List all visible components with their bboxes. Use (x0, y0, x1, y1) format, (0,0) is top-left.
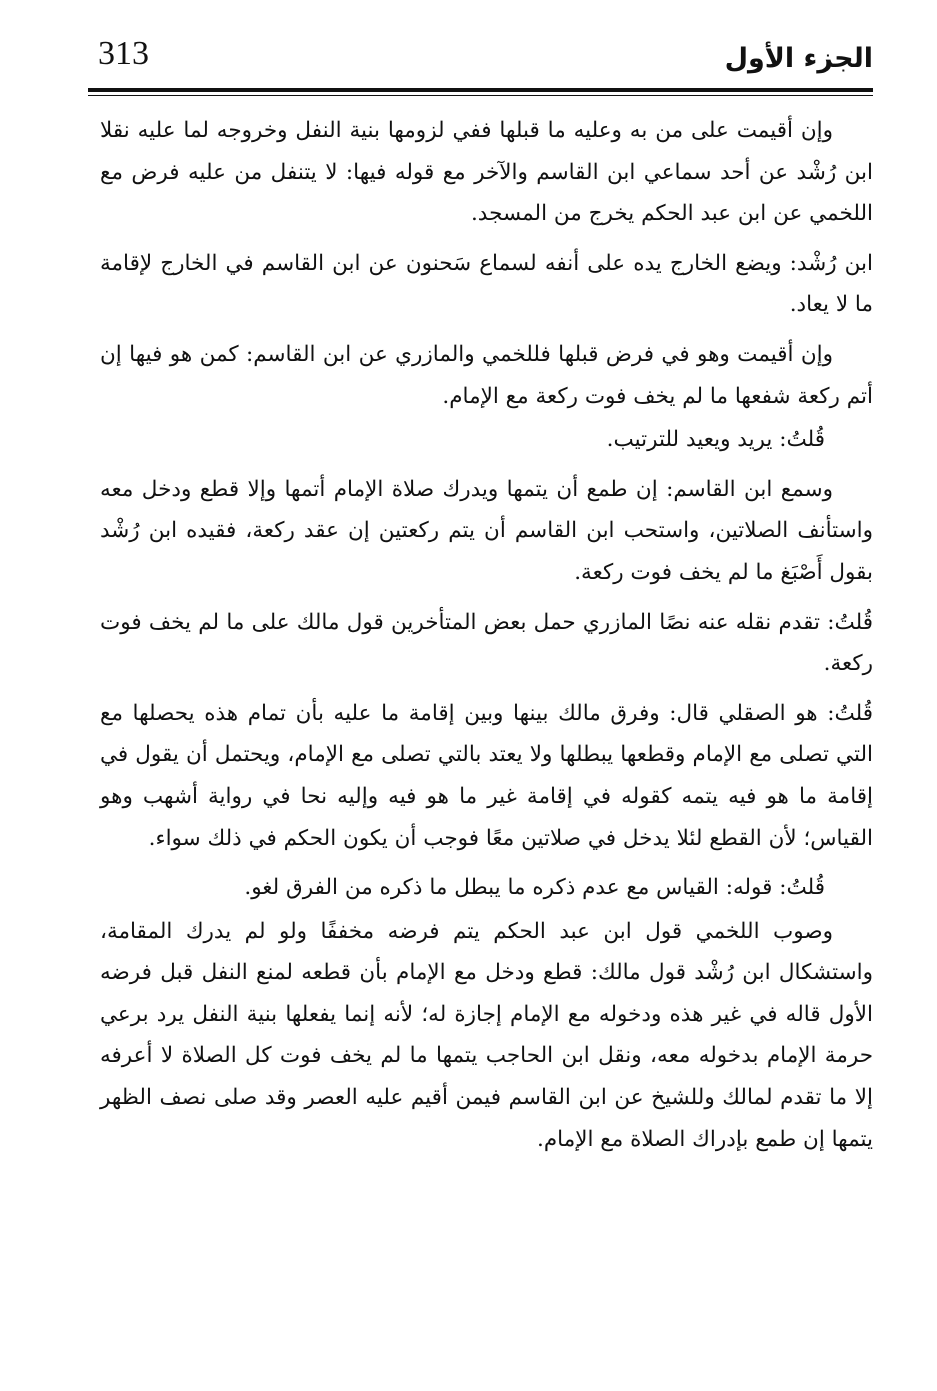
page-number: 313 (98, 35, 149, 72)
running-head: الجزء الأول (724, 43, 873, 74)
page-body (100, 110, 873, 1168)
header-rule-thin (88, 95, 873, 96)
paragraph: وإن أقيمت على من به وعليه ما قبلها ففي لزومها بنية النفل وخروجه لما عليه نقلا ابن رُشْد عن أحد سماعي ابن القاسم والآخر مع قوله فيها: لا يتنفل من عليه فرض مع اللخمي عن ابن عبد الحكم يخرج من المسجد. (100, 118, 873, 227)
paragraph: قُلتُ: هو الصقلي قال: وفرق مالك بينها وبين إقامة ما عليه بأن تمام هذه يحصلها مع التي تصلى مع الإمام وقطعها يبطلها ولا يعتد بالتي تصلى مع الإمام، ويحتمل أن يقول في إقامة ما هو فيه يتمه كقوله في إقامة غير ما هو فيه وإليه نحا في رواية أشهب وهو القياس؛ لأن القطع لئلا يدخل في صلاتين معًا فوجب أن يكون الحكم في ذلك سواء. (100, 700, 873, 851)
paragraph: وصوب اللخمي قول ابن عبد الحكم يتم فرضه مخففًا ولو لم يدرك المقامة، واستشكال ابن رُشْد قول مالك: قطع ودخل مع الإمام بأن قطعه لمنع النفل قبل فرضه الأول قاله في غير هذه ودخوله مع الإمام إجازة له؛ لأنه إنما يفعلها بنية النفل يرد برعي حرمة الإمام بدخوله معه، ونقل ابن الحاجب يتمها ما لم يخف فوت كل الصلاة لا أعرفه إلا ما تقدم لمالك وللشيخ عن ابن القاسم فيمن أقيم عليه العصر وقد صلى نصف الظهر يتمها إن طمع بإدراك الصلاة مع الإمام. (100, 918, 873, 1152)
paragraph: قُلتُ: تقدم نقله عنه نصًا المازري حمل بعض المتأخرين قول مالك على ما لم يخف فوت ركعة. (100, 609, 873, 677)
page-header (88, 34, 873, 86)
paragraph: قُلتُ: يريد ويعيد للترتيب. (606, 427, 825, 453)
paragraph: قُلتُ: قوله: القياس مع عدم ذكره ما يبطل ما ذكره من الفرق لغو. (244, 875, 825, 901)
header-rule-thick (88, 88, 873, 92)
paragraph: وسمع ابن القاسم: إن طمع أن يتمها ويدرك صلاة الإمام أتمها وإلا قطع ودخل معه واستأنف الصلاتين، واستحب ابن القاسم أن يتم ركعتين إن عقد ركعة، فقيده ابن رُشْد بقول أَصْبَغ ما لم يخف فوت ركعة. (100, 476, 873, 585)
paragraph: ابن رُشْد: ويضع الخارج يده على أنفه لسماع سَحنون عن ابن القاسم في الخارج لإقامة ما لا يعاد. (100, 250, 873, 318)
paragraph: وإن أقيمت وهو في فرض قبلها فللخمي والمازري عن ابن القاسم: كمن هو فيها إن أتم ركعة شفعها ما لم يخف فوت ركعة مع الإمام. (100, 341, 873, 409)
